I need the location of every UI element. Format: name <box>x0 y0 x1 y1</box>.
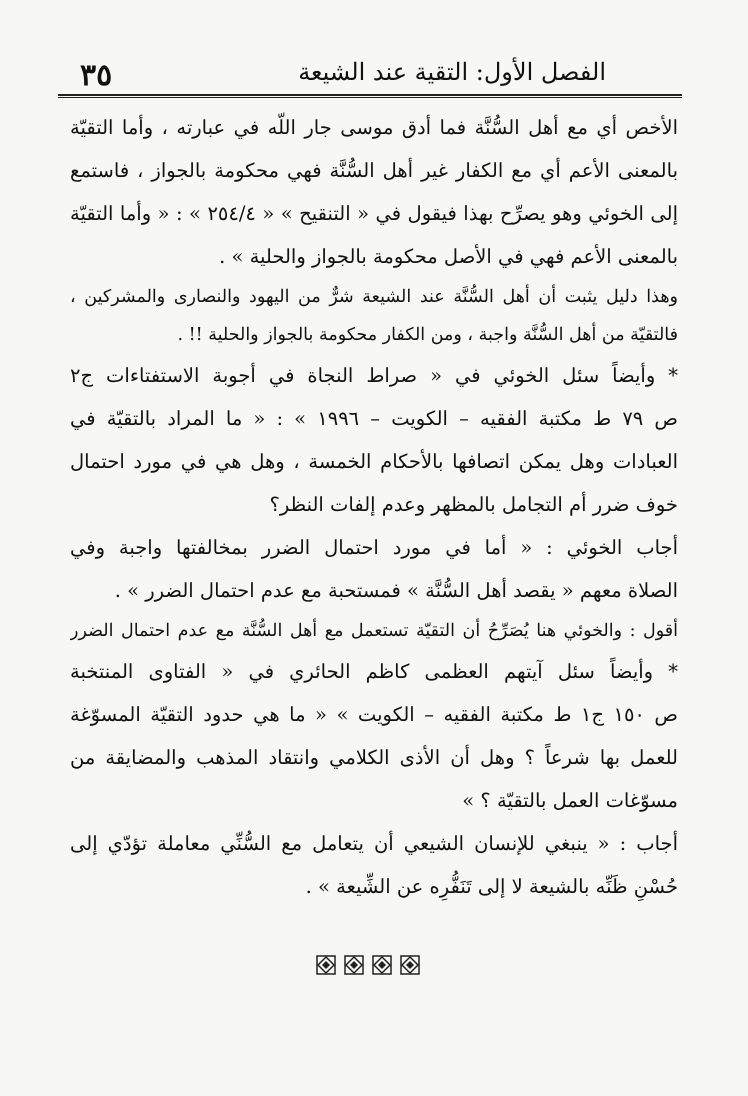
body-text <box>70 106 678 908</box>
diamond-ornament-icon <box>400 955 420 975</box>
text-line: بالمعنى الأعم فهي في الأصل محكومة بالجواز والحلية » . <box>219 245 678 268</box>
diamond-ornament-icon <box>344 955 364 975</box>
text-line: خوف ضرر أم التجامل بالمظهر وعدم إلفات النظر؟ <box>269 493 678 516</box>
text-line: بالمعنى الأعم أي مع الكفار غير أهل السُّنَّة فهي محكومة بالجواز ، فاستمع <box>70 159 678 182</box>
text-line: أقول : والخوئي هنا يُصَرِّحُ أن التقيّة تستعمل مع أهل السُّنَّة مع عدم احتمال الضرر <box>70 621 678 641</box>
header-rule-thin <box>58 97 682 98</box>
text-line: حُسْنِ ظَنِّه بالشيعة لا إلى تَنَفُّرِه عن الشِّيعة » . <box>305 875 678 898</box>
page-header <box>58 52 676 96</box>
text-line: فالتقيّة من أهل السُّنَّة واجبة ، ومن الكفار محكومة بالجواز والحلية !! . <box>177 325 678 345</box>
text-line: ص ٧٩ ط مكتبة الفقيه – الكويت – ١٩٩٦ » : « ما المراد بالتقيّة في <box>70 407 678 430</box>
text-line: إلى الخوئي وهو يصرِّح بهذا فيقول في « التنقيح » « ٢٥٤/٤ » : « وأما التقيّة <box>70 202 678 225</box>
text-line: أجاب الخوئي : « أما في مورد احتمال الضرر بمخالفتها واجبة وفي <box>70 536 678 559</box>
diamond-ornament-icon <box>372 955 392 975</box>
page-number: ٣٥ <box>80 58 113 93</box>
text-line: * وأيضاً سئل الخوئي في « صراط النجاة في أجوبة الاستفتاءات ج٢ <box>70 364 678 387</box>
text-line: الأخص أي مع أهل السُّنَّة فما أدق موسى جار اللّه في عبارته ، وأما التقيّة <box>70 116 678 139</box>
header-rule <box>58 94 682 96</box>
text-line: ص ١٥٠ ج١ ط مكتبة الفقيه – الكويت » « ما هي حدود التقيّة المسوّغة <box>70 703 678 726</box>
text-line: مسوّغات العمل بالتقيّة ؟ » <box>462 789 678 812</box>
text-line: * وأيضاً سئل آيتهم العظمى كاظم الحائري في « الفتاوى المنتخبة <box>70 660 678 683</box>
text-line: للعمل بها شرعاً ؟ وهل أن الأذى الكلامي وانتقاد المذهب والمضايقة من <box>70 746 678 769</box>
section-end-ornaments <box>316 955 428 979</box>
text-line: الصلاة معهم « يقصد أهل السُّنَّة » فمستحبة مع عدم احتمال الضرر » . <box>114 579 678 602</box>
text-line: وهذا دليل يثبت أن أهل السُّنَّة عند الشيعة شرٌّ من اليهود والنصارى والمشركين ، <box>70 287 678 307</box>
text-line: أجاب : « ينبغي للإنسان الشيعي أن يتعامل مع السُّنِّي معاملة تؤدّي إلى <box>70 832 678 855</box>
running-title: الفصل الأول: التقية عند الشيعة <box>298 58 606 86</box>
diamond-ornament-icon <box>316 955 336 975</box>
text-line: العبادات وهل يمكن اتصافها بالأحكام الخمسة ، وهل هي في مورد احتمال <box>70 450 678 473</box>
